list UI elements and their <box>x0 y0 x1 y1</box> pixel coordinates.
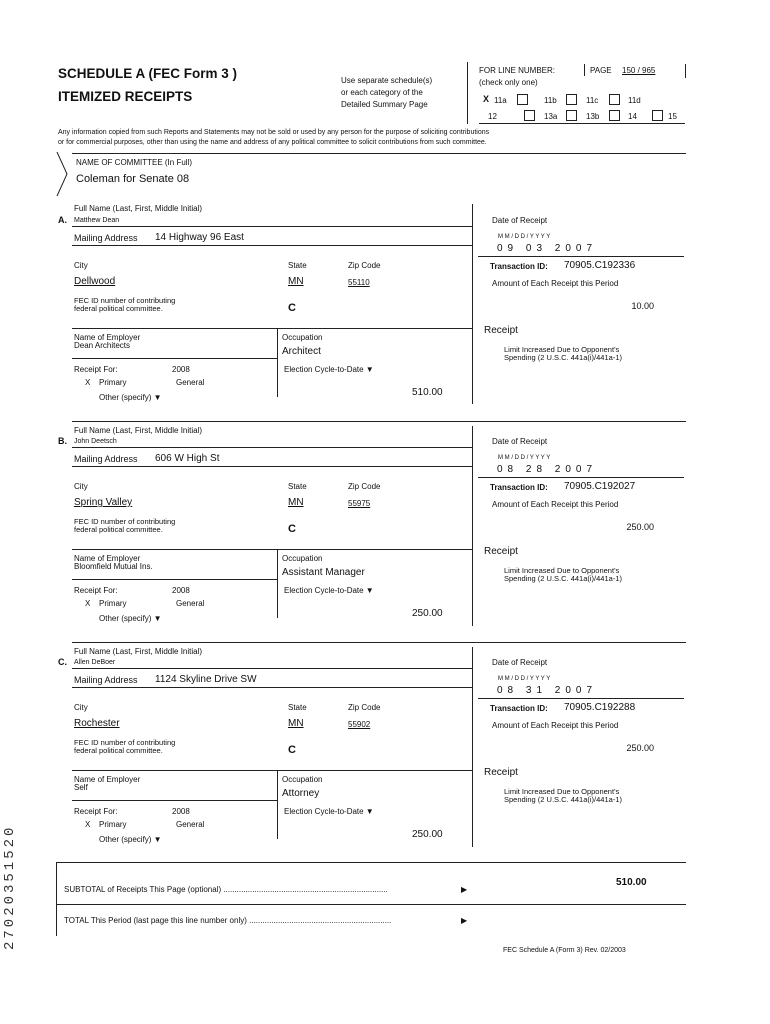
fec-id-label-line: FEC ID number of contributing <box>74 738 176 747</box>
employer-rule <box>72 358 277 359</box>
zip-label: Zip Code <box>348 703 381 712</box>
right-column-divider <box>472 204 473 404</box>
limit-note-line: Spending (2 U.S.C. 441a(i)/441a-1) <box>504 574 622 583</box>
line-option-11a-checkbox[interactable] <box>517 94 528 105</box>
date-rule <box>478 698 684 699</box>
instruction-line: or each category of the <box>341 88 423 97</box>
date-format-letters: M M / D D / Y Y Y Y <box>498 234 551 240</box>
fec-id-label-line: FEC ID number of contributing <box>74 296 176 305</box>
line-check-mark: X <box>483 94 490 104</box>
state-label: State <box>288 261 307 270</box>
receipt-date: 09 03 2007 <box>497 243 598 254</box>
transaction-id-value: 70905.C192336 <box>564 260 636 271</box>
fec-id-label-line: federal political committee. <box>74 304 163 313</box>
occupation-divider <box>277 771 278 839</box>
receipt-for-label: Receipt For: <box>74 365 118 374</box>
fec-rule <box>72 770 472 771</box>
name-rule <box>72 668 472 669</box>
separate-schedule-instruction <box>341 75 432 111</box>
date-of-receipt-label: Date of Receipt <box>492 658 548 667</box>
totals-top-rule <box>56 862 686 863</box>
zip-label: Zip Code <box>348 482 381 491</box>
mailing-address-label: Mailing Address <box>74 454 138 464</box>
name-rule <box>72 447 472 448</box>
total-arrow: ▶ <box>461 916 468 925</box>
city-value: Spring Valley <box>74 497 133 508</box>
committee-bracket <box>55 150 75 200</box>
limit-note-line: Limit Increased Due to Opponent's <box>504 787 620 796</box>
date-rule <box>478 477 684 478</box>
entry-letter: B. <box>58 436 67 446</box>
occupation-divider <box>277 329 278 397</box>
totals-middle-rule <box>56 904 686 905</box>
amount-label: Amount of Each Receipt this Period <box>492 721 619 730</box>
primary-label[interactable]: Primary <box>99 820 127 829</box>
limit-note-line: Limit Increased Due to Opponent's <box>504 345 620 354</box>
line-option-12-label: 12 <box>488 112 497 121</box>
transaction-id-value: 70905.C192288 <box>564 702 636 713</box>
amount-label: Amount of Each Receipt this Period <box>492 279 619 288</box>
transaction-id-label: Transaction ID: <box>490 704 548 713</box>
zip-value: 55975 <box>348 499 371 508</box>
committee-name-label: NAME OF COMMITTEE (In Full) <box>76 158 192 167</box>
transaction-id-value: 70905.C192027 <box>564 481 636 492</box>
mailing-address: 1124 Skyline Drive SW <box>155 674 257 685</box>
mailing-address: 606 W High St <box>155 453 220 464</box>
totals-left-border <box>56 862 57 936</box>
city-value: Dellwood <box>74 276 116 287</box>
header-divider <box>467 62 468 124</box>
cycle-to-date-amount: 250.00 <box>412 608 443 619</box>
check-only-one-label: (check only one) <box>479 78 538 87</box>
amount-label: Amount of Each Receipt this Period <box>492 500 619 509</box>
right-column-divider <box>472 426 473 626</box>
employer-label: Name of Employer <box>74 554 141 563</box>
limit-note-line: Spending (2 U.S.C. 441a(i)/441a-1) <box>504 353 622 362</box>
subtotal-arrow: ▶ <box>461 885 468 894</box>
receipt-for-label: Receipt For: <box>74 807 118 816</box>
limit-increased-note <box>504 788 622 804</box>
limit-note-line: Limit Increased Due to Opponent's <box>504 566 620 575</box>
date-format-letters: M M / D D / Y Y Y Y <box>498 676 551 682</box>
primary-check-mark: X <box>85 599 91 608</box>
general-label[interactable]: General <box>176 378 205 387</box>
limit-note-line: Spending (2 U.S.C. 441a(i)/441a-1) <box>504 795 622 804</box>
employer-value: Dean Architects <box>74 341 131 350</box>
entry-letter: A. <box>58 215 67 225</box>
line-option-14-label: 14 <box>628 112 637 121</box>
limit-increased-note <box>504 346 622 362</box>
entry-separator <box>72 642 686 643</box>
transaction-id-label: Transaction ID: <box>490 483 548 492</box>
fec-id-label-line: federal political committee. <box>74 746 163 755</box>
state-value: MN <box>288 718 304 729</box>
receipt-date: 08 31 2007 <box>497 685 598 696</box>
state-label: State <box>288 482 307 491</box>
committee-top-rule <box>72 153 686 154</box>
fec-id-value: C <box>288 744 296 756</box>
occupation-value: Attorney <box>282 788 320 799</box>
full-name-label: Full Name (Last, First, Middle Initial) <box>74 426 203 435</box>
side-document-number-anchor <box>2 824 18 964</box>
other-specify-label[interactable]: Other (specify) ▼ <box>99 393 162 402</box>
fec-rule <box>72 328 472 329</box>
primary-check-mark: X <box>85 378 91 387</box>
line-option-11c-label: 11c <box>586 96 599 105</box>
state-label: State <box>288 703 307 712</box>
subtotal-value: 510.00 <box>616 877 647 888</box>
election-cycle-label: Election Cycle-to-Date ▼ <box>284 586 374 595</box>
employer-label: Name of Employer <box>74 333 141 342</box>
zip-label: Zip Code <box>348 261 381 270</box>
instruction-line: Use separate schedule(s) <box>341 76 433 85</box>
general-label[interactable]: General <box>176 820 205 829</box>
receipt-for-label: Receipt For: <box>74 586 118 595</box>
general-label[interactable]: General <box>176 599 205 608</box>
election-cycle-label: Election Cycle-to-Date ▼ <box>284 365 374 374</box>
primary-label[interactable]: Primary <box>99 378 127 387</box>
date-format-letters: M M / D D / Y Y Y Y <box>498 455 551 461</box>
for-line-number-label: FOR LINE NUMBER: <box>479 66 556 75</box>
fec-id-label-line: FEC ID number of contributing <box>74 517 176 526</box>
other-specify-label[interactable]: Other (specify) ▼ <box>99 835 162 844</box>
address-rule <box>72 466 472 467</box>
city-value: Rochester <box>74 718 120 729</box>
full-name-label: Full Name (Last, First, Middle Initial) <box>74 204 203 213</box>
fec-id-label <box>74 297 175 313</box>
side-document-number: 27020351520 <box>2 824 18 950</box>
state-value: MN <box>288 276 304 287</box>
receipt-amount: 250.00 <box>626 743 654 753</box>
line-option-11a-label: 11a <box>494 96 507 105</box>
primary-label[interactable]: Primary <box>99 599 127 608</box>
fec-id-value: C <box>288 302 296 314</box>
line-option-13a-label: 13a <box>544 112 558 121</box>
transaction-id-label: Transaction ID: <box>490 262 548 271</box>
election-cycle-label: Election Cycle-to-Date ▼ <box>284 807 374 816</box>
zip-value: 55902 <box>348 720 371 729</box>
state-value: MN <box>288 497 304 508</box>
contributor-name: Matthew Dean <box>74 217 120 224</box>
entry-letter: C. <box>58 657 67 667</box>
date-of-receipt-label: Date of Receipt <box>492 437 548 446</box>
page-divider <box>584 64 585 76</box>
occupation-label: Occupation <box>282 554 323 563</box>
itemized-receipts-title: ITEMIZED RECEIPTS <box>58 89 193 104</box>
mailing-address-label: Mailing Address <box>74 675 138 685</box>
cycle-to-date-amount: 510.00 <box>412 387 443 398</box>
date-rule <box>478 256 684 257</box>
occupation-divider <box>277 550 278 618</box>
occupation-value: Assistant Manager <box>282 567 365 578</box>
line-option-11d-label: 11d <box>628 96 641 105</box>
line-option-13a-checkbox[interactable] <box>566 110 577 121</box>
right-column-divider <box>472 647 473 847</box>
employer-value: Self <box>74 783 88 792</box>
occupation-value: Architect <box>282 346 321 357</box>
address-rule <box>72 245 472 246</box>
line-option-11b-checkbox[interactable] <box>566 94 577 105</box>
line-option-11b-label: 11b <box>544 96 557 105</box>
entry-separator <box>72 421 686 422</box>
limit-increased-note <box>504 567 622 583</box>
fec-id-label <box>74 739 175 755</box>
form-revision-label: FEC Schedule A (Form 3) Rev. 02/2003 <box>503 947 626 954</box>
page-label: PAGE <box>590 66 612 75</box>
city-label: City <box>74 261 88 270</box>
receipt-year: 2008 <box>172 365 190 374</box>
employer-rule <box>72 579 277 580</box>
mailing-address: 14 Highway 96 East <box>155 232 244 243</box>
line-option-15-label: 15 <box>668 112 677 121</box>
fec-rule <box>72 549 472 550</box>
employer-rule <box>72 800 277 801</box>
fec-id-label <box>74 518 175 534</box>
fec-id-value: C <box>288 523 296 535</box>
zip-value: 55110 <box>348 278 370 287</box>
line-option-12-checkbox[interactable] <box>524 110 535 121</box>
full-name-label: Full Name (Last, First, Middle Initial) <box>74 647 203 656</box>
name-rule <box>72 226 472 227</box>
total-period-label: TOTAL This Period (last page this line number only) ................................................................ <box>64 916 392 925</box>
contributor-name: John Deetsch <box>74 438 117 445</box>
occupation-label: Occupation <box>282 775 323 784</box>
employer-value: Bloomfield Mutual Ins. <box>74 562 153 571</box>
line-option-13b-checkbox[interactable] <box>609 110 620 121</box>
subtotal-label: SUBTOTAL of Receipts This Page (optional) .......................................................................... <box>64 885 388 894</box>
receipt-amount: 250.00 <box>626 522 654 532</box>
receipt-date: 08 28 2007 <box>497 464 598 475</box>
schedule-title: SCHEDULE A (FEC Form 3 ) <box>58 66 238 81</box>
receipt-amount: 10.00 <box>631 301 654 311</box>
mailing-address-label: Mailing Address <box>74 233 138 243</box>
occupation-label: Occupation <box>282 333 323 342</box>
contributor-name: Allen DeBoer <box>74 659 116 666</box>
primary-check-mark: X <box>85 820 91 829</box>
receipt-year: 2008 <box>172 807 190 816</box>
receipt-label: Receipt <box>484 325 518 336</box>
line-option-11c-checkbox[interactable] <box>609 94 620 105</box>
other-specify-label[interactable]: Other (specify) ▼ <box>99 614 162 623</box>
instruction-line: Detailed Summary Page <box>341 100 428 109</box>
fec-id-label-line: federal political committee. <box>74 525 163 534</box>
line-option-14-checkbox[interactable] <box>652 110 663 121</box>
receipt-label: Receipt <box>484 767 518 778</box>
disclaimer-line: or for commercial purposes, other than using the name and address of any political committee to solicit contributions from such committee. <box>58 139 487 146</box>
employer-label: Name of Employer <box>74 775 141 784</box>
receipt-label: Receipt <box>484 546 518 557</box>
line-option-13b-label: 13b <box>586 112 600 121</box>
committee-name: Coleman for Senate 08 <box>76 173 190 185</box>
address-rule <box>72 687 472 688</box>
date-of-receipt-label: Date of Receipt <box>492 216 548 225</box>
line-options-underline <box>479 123 685 124</box>
city-label: City <box>74 482 88 491</box>
page-number: 150 / 965 <box>622 66 656 75</box>
city-label: City <box>74 703 88 712</box>
cycle-to-date-amount: 250.00 <box>412 829 443 840</box>
page-end-divider <box>685 64 686 78</box>
receipt-year: 2008 <box>172 586 190 595</box>
disclaimer-line: Any information copied from such Reports and Statements may not be sold or used by any person for the purpose of soliciting contributions <box>58 129 490 136</box>
